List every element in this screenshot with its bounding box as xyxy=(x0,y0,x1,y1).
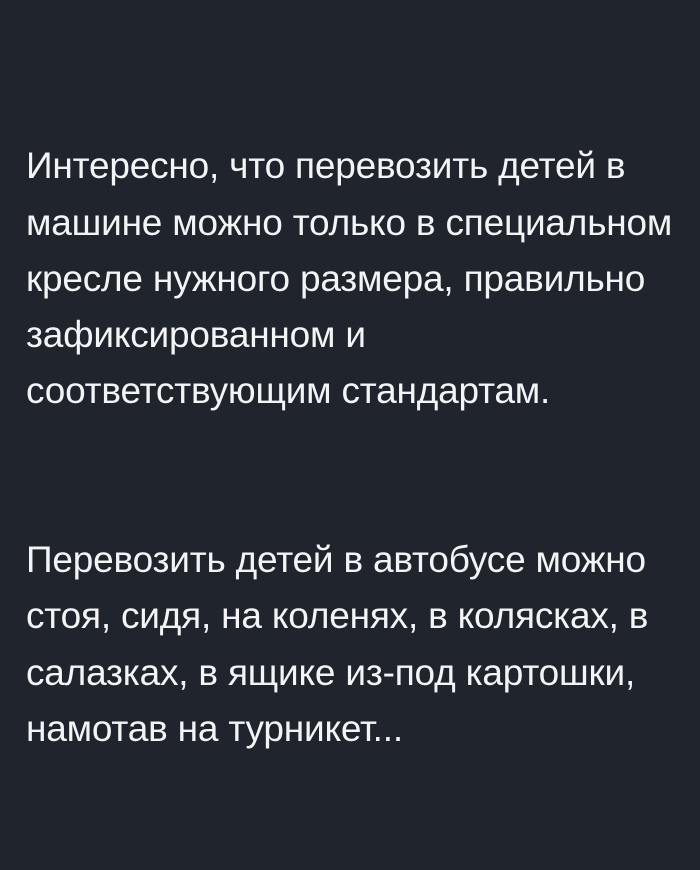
quote-text xyxy=(26,26,683,870)
paragraph-1: Интересно, что перевозить детей в машине можно только в специальном кресле нужного размера, правильно зафиксированном и соответствующим стандартам. xyxy=(26,145,683,412)
paragraph-2: Перевозить детей в автобусе можно стоя, сидя, на коленях, в колясках, в салазках, в ящике из-под картошки, намотав на турникет... xyxy=(26,539,659,749)
